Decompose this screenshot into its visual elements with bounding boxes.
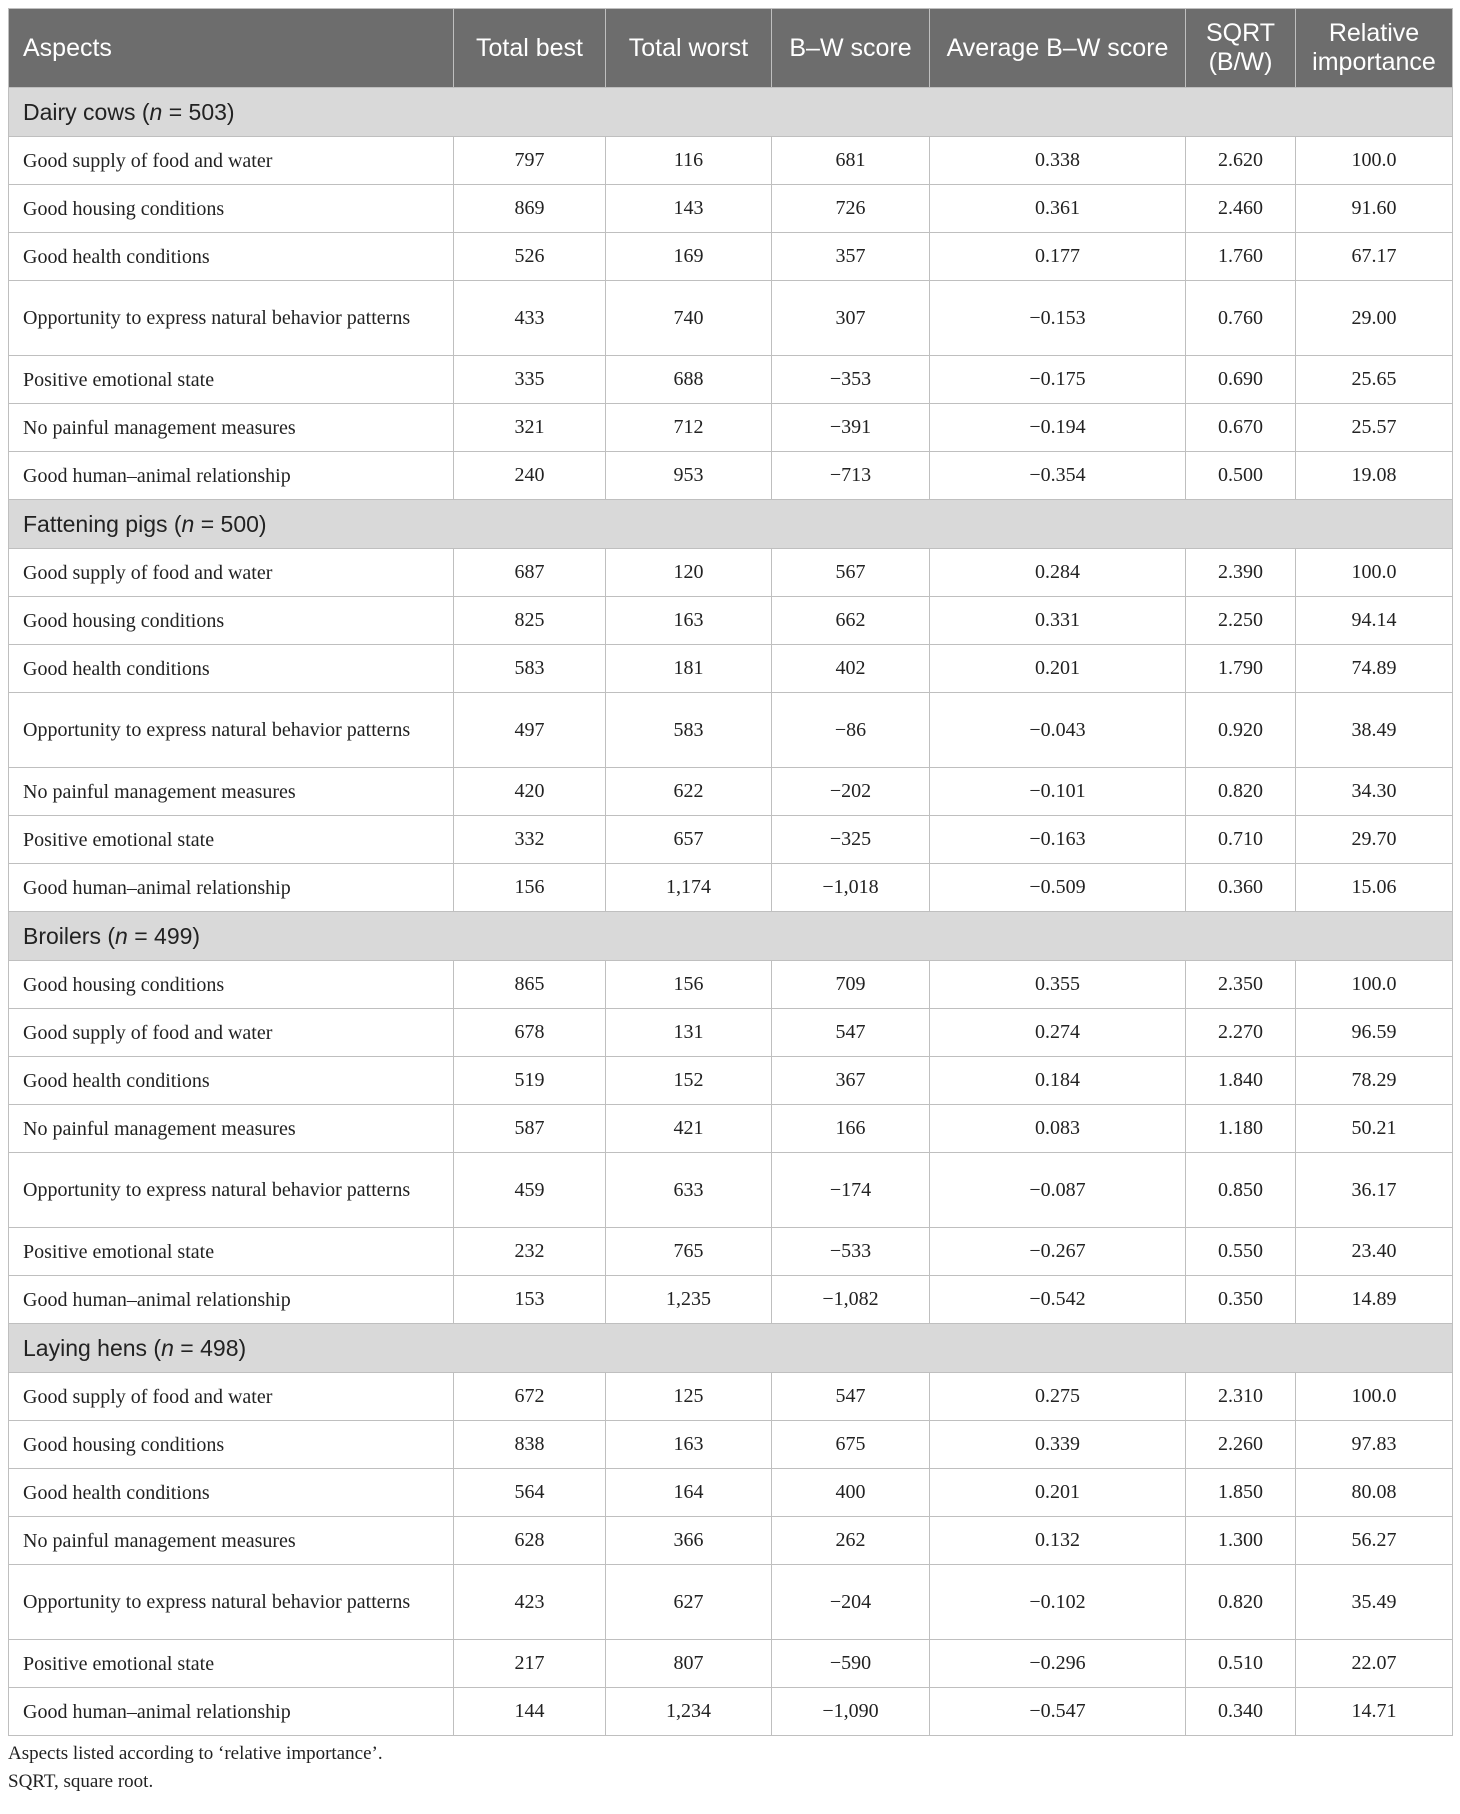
- header-average-bw-score: Average B–W score: [930, 9, 1186, 88]
- total-worst-cell: 765: [606, 1228, 772, 1276]
- total-best-cell: 672: [454, 1373, 606, 1421]
- sqrt-cell: 1.300: [1186, 1517, 1296, 1565]
- bw-score-cell: −204: [772, 1565, 930, 1640]
- relative-importance-cell: 74.89: [1296, 645, 1453, 693]
- sqrt-cell: 2.250: [1186, 597, 1296, 645]
- bw-score-cell: 726: [772, 185, 930, 233]
- total-best-cell: 678: [454, 1009, 606, 1057]
- table-row: [9, 597, 1453, 645]
- header-rel-line2: importance: [1312, 48, 1436, 76]
- group-n-value: = 500): [200, 510, 267, 537]
- footnote-ordering: Aspects listed according to ‘relative importance’.: [8, 1743, 383, 1764]
- relative-importance-cell: 25.57: [1296, 404, 1453, 452]
- relative-importance-cell: 22.07: [1296, 1640, 1453, 1688]
- total-worst-cell: 657: [606, 816, 772, 864]
- relative-importance-cell: 96.59: [1296, 1009, 1453, 1057]
- total-best-cell: 497: [454, 693, 606, 768]
- total-worst-cell: 163: [606, 597, 772, 645]
- sqrt-cell: 0.690: [1186, 356, 1296, 404]
- group-n-value: = 503): [168, 98, 235, 125]
- sqrt-cell: 0.340: [1186, 1688, 1296, 1736]
- aspect-cell: Good supply of food and water: [9, 1009, 454, 1057]
- average-bw-score-cell: 0.331: [930, 597, 1186, 645]
- relative-importance-cell: 19.08: [1296, 452, 1453, 500]
- total-worst-cell: 583: [606, 693, 772, 768]
- average-bw-score-cell: −0.102: [930, 1565, 1186, 1640]
- total-worst-cell: 116: [606, 137, 772, 185]
- relative-importance-cell: 91.60: [1296, 185, 1453, 233]
- aspect-cell: No painful management measures: [9, 1105, 454, 1153]
- sqrt-cell: 2.350: [1186, 961, 1296, 1009]
- total-best-cell: 423: [454, 1565, 606, 1640]
- total-best-cell: 797: [454, 137, 606, 185]
- average-bw-score-cell: −0.101: [930, 768, 1186, 816]
- bw-score-cell: 709: [772, 961, 930, 1009]
- total-best-cell: 838: [454, 1421, 606, 1469]
- group-n-label: n: [161, 1334, 174, 1361]
- aspect-cell: Good housing conditions: [9, 1421, 454, 1469]
- total-best-cell: 433: [454, 281, 606, 356]
- relative-importance-cell: 38.49: [1296, 693, 1453, 768]
- table-row: [9, 1373, 1453, 1421]
- total-best-cell: 232: [454, 1228, 606, 1276]
- aspect-cell: No painful management measures: [9, 1517, 454, 1565]
- table-row: [9, 1276, 1453, 1324]
- relative-importance-cell: 56.27: [1296, 1517, 1453, 1565]
- total-worst-cell: 181: [606, 645, 772, 693]
- group-n-open: (: [135, 98, 150, 125]
- table-row: [9, 1688, 1453, 1736]
- relative-importance-cell: 29.70: [1296, 816, 1453, 864]
- bw-score-cell: 681: [772, 137, 930, 185]
- total-worst-cell: 156: [606, 961, 772, 1009]
- aspect-cell: Good health conditions: [9, 1057, 454, 1105]
- total-best-cell: 564: [454, 1469, 606, 1517]
- header-relative-importance: [1296, 9, 1453, 88]
- aspect-cell: Positive emotional state: [9, 1640, 454, 1688]
- bw-score-cell: −391: [772, 404, 930, 452]
- table-row: [9, 549, 1453, 597]
- aspect-cell: Good human–animal relationship: [9, 452, 454, 500]
- header-bw-score: B–W score: [772, 9, 930, 88]
- relative-importance-cell: 94.14: [1296, 597, 1453, 645]
- table-row: [9, 1057, 1453, 1105]
- total-worst-cell: 366: [606, 1517, 772, 1565]
- bw-score-cell: 662: [772, 597, 930, 645]
- table-row: [9, 693, 1453, 768]
- average-bw-score-cell: −0.354: [930, 452, 1186, 500]
- aspect-cell: Good health conditions: [9, 233, 454, 281]
- average-bw-score-cell: −0.547: [930, 1688, 1186, 1736]
- average-bw-score-cell: 0.275: [930, 1373, 1186, 1421]
- group-n-label: n: [115, 922, 128, 949]
- total-worst-cell: 125: [606, 1373, 772, 1421]
- table-row: [9, 768, 1453, 816]
- table-row: [9, 1640, 1453, 1688]
- group-title: [9, 500, 1453, 549]
- table-row: [9, 233, 1453, 281]
- sqrt-cell: 0.820: [1186, 1565, 1296, 1640]
- sqrt-cell: 0.510: [1186, 1640, 1296, 1688]
- aspect-cell: Good supply of food and water: [9, 137, 454, 185]
- relative-importance-cell: 34.30: [1296, 768, 1453, 816]
- relative-importance-cell: 67.17: [1296, 233, 1453, 281]
- bw-score-cell: −590: [772, 1640, 930, 1688]
- table-container: [8, 8, 1452, 1796]
- sqrt-cell: 0.760: [1186, 281, 1296, 356]
- average-bw-score-cell: −0.267: [930, 1228, 1186, 1276]
- results-table: [8, 8, 1453, 1736]
- total-best-cell: 587: [454, 1105, 606, 1153]
- average-bw-score-cell: −0.043: [930, 693, 1186, 768]
- total-best-cell: 420: [454, 768, 606, 816]
- total-best-cell: 240: [454, 452, 606, 500]
- total-worst-cell: 953: [606, 452, 772, 500]
- relative-importance-cell: 100.0: [1296, 137, 1453, 185]
- relative-importance-cell: 100.0: [1296, 549, 1453, 597]
- aspect-cell: Opportunity to express natural behavior patterns: [9, 693, 454, 768]
- sqrt-cell: 1.850: [1186, 1469, 1296, 1517]
- average-bw-score-cell: 0.132: [930, 1517, 1186, 1565]
- table-row: [9, 1105, 1453, 1153]
- average-bw-score-cell: 0.284: [930, 549, 1186, 597]
- sqrt-cell: 2.390: [1186, 549, 1296, 597]
- average-bw-score-cell: 0.201: [930, 1469, 1186, 1517]
- bw-score-cell: 262: [772, 1517, 930, 1565]
- group-title: [9, 88, 1453, 137]
- sqrt-cell: 0.920: [1186, 693, 1296, 768]
- bw-score-cell: −353: [772, 356, 930, 404]
- bw-score-cell: −174: [772, 1153, 930, 1228]
- sqrt-cell: 0.820: [1186, 768, 1296, 816]
- bw-score-cell: 400: [772, 1469, 930, 1517]
- bw-score-cell: −1,018: [772, 864, 930, 912]
- table-row: [9, 404, 1453, 452]
- bw-score-cell: 547: [772, 1373, 930, 1421]
- sqrt-cell: 0.550: [1186, 1228, 1296, 1276]
- total-worst-cell: 622: [606, 768, 772, 816]
- total-worst-cell: 1,174: [606, 864, 772, 912]
- group-n-value: = 498): [180, 1334, 247, 1361]
- total-worst-cell: 143: [606, 185, 772, 233]
- total-best-cell: 628: [454, 1517, 606, 1565]
- aspect-cell: No painful management measures: [9, 404, 454, 452]
- header-total-best: Total best: [454, 9, 606, 88]
- group-name: Laying hens: [23, 1334, 148, 1361]
- table-row: [9, 281, 1453, 356]
- relative-importance-cell: 23.40: [1296, 1228, 1453, 1276]
- relative-importance-cell: 36.17: [1296, 1153, 1453, 1228]
- total-best-cell: 217: [454, 1640, 606, 1688]
- group-n-open: (: [167, 510, 182, 537]
- group-title: [9, 912, 1453, 961]
- bw-score-cell: 367: [772, 1057, 930, 1105]
- table-body: [9, 88, 1453, 1736]
- total-worst-cell: 163: [606, 1421, 772, 1469]
- group-n-open: (: [147, 1334, 162, 1361]
- aspect-cell: Good supply of food and water: [9, 549, 454, 597]
- average-bw-score-cell: 0.274: [930, 1009, 1186, 1057]
- table-row: [9, 185, 1453, 233]
- aspect-cell: Opportunity to express natural behavior patterns: [9, 281, 454, 356]
- table-row: [9, 356, 1453, 404]
- average-bw-score-cell: 0.355: [930, 961, 1186, 1009]
- table-row: [9, 961, 1453, 1009]
- bw-score-cell: −86: [772, 693, 930, 768]
- average-bw-score-cell: 0.201: [930, 645, 1186, 693]
- group-header-row: [9, 88, 1453, 137]
- average-bw-score-cell: −0.194: [930, 404, 1186, 452]
- sqrt-cell: 0.670: [1186, 404, 1296, 452]
- table-row: [9, 137, 1453, 185]
- aspect-cell: Positive emotional state: [9, 1228, 454, 1276]
- aspect-cell: Good human–animal relationship: [9, 1688, 454, 1736]
- bw-score-cell: 547: [772, 1009, 930, 1057]
- header-sqrt-line2: (B/W): [1208, 48, 1273, 76]
- total-worst-cell: 633: [606, 1153, 772, 1228]
- total-best-cell: 869: [454, 185, 606, 233]
- table-row: [9, 1565, 1453, 1640]
- sqrt-cell: 2.270: [1186, 1009, 1296, 1057]
- aspect-cell: Positive emotional state: [9, 356, 454, 404]
- table-footnotes: [8, 1740, 1452, 1796]
- group-n-label: n: [149, 98, 163, 125]
- header-sqrt-line1: SQRT: [1206, 19, 1275, 47]
- total-worst-cell: 807: [606, 1640, 772, 1688]
- group-name: Broilers: [23, 922, 101, 949]
- total-worst-cell: 1,234: [606, 1688, 772, 1736]
- sqrt-cell: 1.180: [1186, 1105, 1296, 1153]
- average-bw-score-cell: 0.361: [930, 185, 1186, 233]
- group-n-value: = 499): [134, 922, 201, 949]
- relative-importance-cell: 100.0: [1296, 961, 1453, 1009]
- group-header-row: [9, 912, 1453, 961]
- total-worst-cell: 152: [606, 1057, 772, 1105]
- header-sqrt: [1186, 9, 1296, 88]
- relative-importance-cell: 14.89: [1296, 1276, 1453, 1324]
- sqrt-cell: 0.500: [1186, 452, 1296, 500]
- aspect-cell: Good housing conditions: [9, 961, 454, 1009]
- average-bw-score-cell: 0.339: [930, 1421, 1186, 1469]
- total-best-cell: 687: [454, 549, 606, 597]
- group-n-label: n: [181, 510, 195, 537]
- total-worst-cell: 712: [606, 404, 772, 452]
- sqrt-cell: 0.360: [1186, 864, 1296, 912]
- group-name: Fattening pigs: [23, 510, 168, 537]
- total-best-cell: 459: [454, 1153, 606, 1228]
- relative-importance-cell: 97.83: [1296, 1421, 1453, 1469]
- group-name: Dairy cows: [23, 98, 136, 125]
- sqrt-cell: 1.760: [1186, 233, 1296, 281]
- total-worst-cell: 120: [606, 549, 772, 597]
- bw-score-cell: −713: [772, 452, 930, 500]
- total-best-cell: 526: [454, 233, 606, 281]
- bw-score-cell: −1,082: [772, 1276, 930, 1324]
- table-row: [9, 1517, 1453, 1565]
- average-bw-score-cell: −0.175: [930, 356, 1186, 404]
- total-best-cell: 825: [454, 597, 606, 645]
- bw-score-cell: 402: [772, 645, 930, 693]
- sqrt-cell: 2.460: [1186, 185, 1296, 233]
- aspect-cell: Opportunity to express natural behavior patterns: [9, 1565, 454, 1640]
- bw-score-cell: 307: [772, 281, 930, 356]
- total-worst-cell: 169: [606, 233, 772, 281]
- average-bw-score-cell: −0.087: [930, 1153, 1186, 1228]
- average-bw-score-cell: −0.153: [930, 281, 1186, 356]
- sqrt-cell: 0.350: [1186, 1276, 1296, 1324]
- average-bw-score-cell: −0.542: [930, 1276, 1186, 1324]
- total-best-cell: 153: [454, 1276, 606, 1324]
- average-bw-score-cell: −0.296: [930, 1640, 1186, 1688]
- total-worst-cell: 131: [606, 1009, 772, 1057]
- total-worst-cell: 1,235: [606, 1276, 772, 1324]
- aspect-cell: Good health conditions: [9, 645, 454, 693]
- total-best-cell: 332: [454, 816, 606, 864]
- table-row: [9, 1153, 1453, 1228]
- table-row: [9, 645, 1453, 693]
- relative-importance-cell: 25.65: [1296, 356, 1453, 404]
- relative-importance-cell: 29.00: [1296, 281, 1453, 356]
- sqrt-cell: 2.310: [1186, 1373, 1296, 1421]
- table-row: [9, 1228, 1453, 1276]
- aspect-cell: Good housing conditions: [9, 597, 454, 645]
- relative-importance-cell: 80.08: [1296, 1469, 1453, 1517]
- aspect-cell: Positive emotional state: [9, 816, 454, 864]
- aspect-cell: No painful management measures: [9, 768, 454, 816]
- total-worst-cell: 421: [606, 1105, 772, 1153]
- group-n-open: (: [100, 922, 116, 949]
- table-row: [9, 1469, 1453, 1517]
- sqrt-cell: 0.850: [1186, 1153, 1296, 1228]
- total-best-cell: 335: [454, 356, 606, 404]
- sqrt-cell: 0.710: [1186, 816, 1296, 864]
- total-best-cell: 865: [454, 961, 606, 1009]
- sqrt-cell: 1.840: [1186, 1057, 1296, 1105]
- bw-score-cell: −325: [772, 816, 930, 864]
- average-bw-score-cell: 0.184: [930, 1057, 1186, 1105]
- relative-importance-cell: 15.06: [1296, 864, 1453, 912]
- header-aspects: Aspects: [9, 9, 454, 88]
- aspect-cell: Good human–animal relationship: [9, 864, 454, 912]
- relative-importance-cell: 14.71: [1296, 1688, 1453, 1736]
- sqrt-cell: 2.620: [1186, 137, 1296, 185]
- total-best-cell: 156: [454, 864, 606, 912]
- total-worst-cell: 688: [606, 356, 772, 404]
- total-best-cell: 321: [454, 404, 606, 452]
- footnote-sqrt: SQRT, square root.: [8, 1771, 154, 1792]
- sqrt-cell: 2.260: [1186, 1421, 1296, 1469]
- table-row: [9, 816, 1453, 864]
- total-best-cell: 583: [454, 645, 606, 693]
- table-row: [9, 1421, 1453, 1469]
- average-bw-score-cell: 0.083: [930, 1105, 1186, 1153]
- bw-score-cell: −202: [772, 768, 930, 816]
- average-bw-score-cell: −0.163: [930, 816, 1186, 864]
- aspect-cell: Opportunity to express natural behavior patterns: [9, 1153, 454, 1228]
- bw-score-cell: 357: [772, 233, 930, 281]
- total-best-cell: 144: [454, 1688, 606, 1736]
- bw-score-cell: 675: [772, 1421, 930, 1469]
- total-worst-cell: 164: [606, 1469, 772, 1517]
- aspect-cell: Good supply of food and water: [9, 1373, 454, 1421]
- header-rel-line1: Relative: [1328, 19, 1420, 47]
- table-row: [9, 452, 1453, 500]
- group-header-row: [9, 1324, 1453, 1373]
- relative-importance-cell: 100.0: [1296, 1373, 1453, 1421]
- group-header-row: [9, 500, 1453, 549]
- average-bw-score-cell: 0.338: [930, 137, 1186, 185]
- sqrt-cell: 1.790: [1186, 645, 1296, 693]
- group-title: [9, 1324, 1453, 1373]
- aspect-cell: Good human–animal relationship: [9, 1276, 454, 1324]
- bw-score-cell: 567: [772, 549, 930, 597]
- average-bw-score-cell: −0.509: [930, 864, 1186, 912]
- average-bw-score-cell: 0.177: [930, 233, 1186, 281]
- bw-score-cell: −1,090: [772, 1688, 930, 1736]
- total-best-cell: 519: [454, 1057, 606, 1105]
- total-worst-cell: 627: [606, 1565, 772, 1640]
- total-worst-cell: 740: [606, 281, 772, 356]
- table-row: [9, 864, 1453, 912]
- relative-importance-cell: 78.29: [1296, 1057, 1453, 1105]
- relative-importance-cell: 35.49: [1296, 1565, 1453, 1640]
- table-row: [9, 1009, 1453, 1057]
- relative-importance-cell: 50.21: [1296, 1105, 1453, 1153]
- aspect-cell: Good health conditions: [9, 1469, 454, 1517]
- bw-score-cell: 166: [772, 1105, 930, 1153]
- header-row: [9, 9, 1453, 88]
- bw-score-cell: −533: [772, 1228, 930, 1276]
- aspect-cell: Good housing conditions: [9, 185, 454, 233]
- header-total-worst: Total worst: [606, 9, 772, 88]
